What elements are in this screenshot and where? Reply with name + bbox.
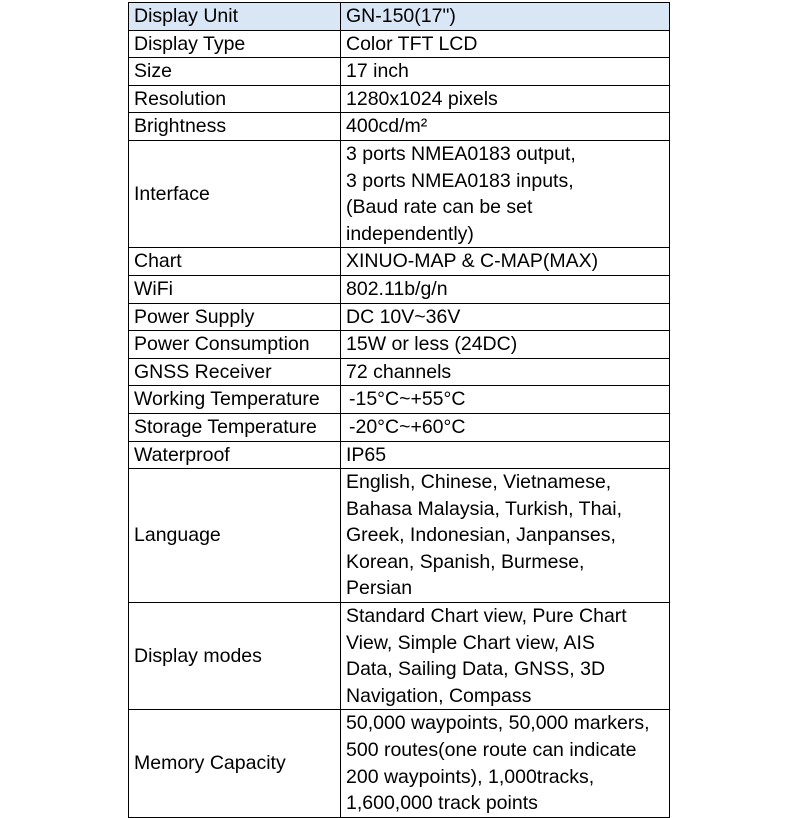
row-value: 72 channels bbox=[341, 358, 670, 386]
row-value bbox=[341, 603, 670, 710]
value-line: 200 waypoints), 1,000tracks, bbox=[346, 765, 595, 788]
row-value: -20°C~+60°C bbox=[341, 413, 670, 441]
row-label: Chart bbox=[129, 248, 341, 276]
row-value: IP65 bbox=[341, 441, 670, 469]
table-header-row bbox=[129, 3, 670, 31]
spec-table bbox=[128, 2, 670, 818]
table-row bbox=[129, 358, 670, 386]
table-row bbox=[129, 710, 670, 817]
row-value: 400cd/m² bbox=[341, 113, 670, 141]
row-value: 17 inch bbox=[341, 58, 670, 86]
table-row bbox=[129, 603, 670, 710]
table-row bbox=[129, 469, 670, 603]
row-label: WiFi bbox=[129, 275, 341, 303]
table-row bbox=[129, 303, 670, 331]
table-row bbox=[129, 140, 670, 247]
value-line: independently) bbox=[346, 222, 474, 245]
row-value bbox=[341, 469, 670, 603]
value-line: English, Chinese, Vietnamese, bbox=[346, 471, 612, 494]
value-line: Standard Chart view, Pure Chart bbox=[346, 605, 627, 628]
row-label: Display Type bbox=[129, 30, 341, 58]
row-label: Memory Capacity bbox=[129, 710, 341, 817]
row-value: -15°C~+55°C bbox=[341, 386, 670, 414]
row-value: 15W or less (24DC) bbox=[341, 331, 670, 359]
table-row bbox=[129, 386, 670, 414]
table-row bbox=[129, 85, 670, 113]
row-label: Display modes bbox=[129, 603, 341, 710]
row-value: XINUO-MAP & C-MAP(MAX) bbox=[341, 248, 670, 276]
value-line: 1,600,000 track points bbox=[346, 792, 538, 815]
table-row bbox=[129, 248, 670, 276]
value-line: 3 ports NMEA0183 output, bbox=[346, 142, 576, 165]
table-row bbox=[129, 113, 670, 141]
table-row bbox=[129, 413, 670, 441]
row-label: Brightness bbox=[129, 113, 341, 141]
value-line: Navigation, Compass bbox=[346, 684, 532, 707]
row-value: 1280x1024 pixels bbox=[341, 85, 670, 113]
row-label: Resolution bbox=[129, 85, 341, 113]
value-line: Data, Sailing Data, GNSS, 3D bbox=[346, 658, 606, 681]
row-label: Size bbox=[129, 58, 341, 86]
value-line: Bahasa Malaysia, Turkish, Thai, bbox=[346, 497, 623, 520]
value-line: 3 ports NMEA0183 inputs, bbox=[346, 169, 574, 192]
row-label: Power Consumption bbox=[129, 331, 341, 359]
table-row bbox=[129, 58, 670, 86]
row-label: Working Temperature bbox=[129, 386, 341, 414]
row-label: Language bbox=[129, 469, 341, 603]
header-label: Display Unit bbox=[129, 3, 341, 31]
row-label: Storage Temperature bbox=[129, 413, 341, 441]
row-value bbox=[341, 710, 670, 817]
row-value: 802.11b/g/n bbox=[341, 275, 670, 303]
value-line: 50,000 waypoints, 50,000 markers, bbox=[346, 712, 650, 735]
value-line: Greek, Indonesian, Janpanses, bbox=[346, 524, 616, 547]
value-line: Persian bbox=[346, 577, 413, 600]
value-line: Korean, Spanish, Burmese, bbox=[346, 550, 585, 573]
row-value bbox=[341, 140, 670, 247]
value-line: 500 routes(one route can indicate bbox=[346, 739, 637, 762]
table-row bbox=[129, 441, 670, 469]
row-value: Color TFT LCD bbox=[341, 30, 670, 58]
table-row bbox=[129, 30, 670, 58]
row-label: Waterproof bbox=[129, 441, 341, 469]
row-label: Interface bbox=[129, 140, 341, 247]
header-value: GN-150(17") bbox=[341, 3, 670, 31]
value-line: View, Simple Chart view, AIS bbox=[346, 631, 595, 654]
table-row bbox=[129, 275, 670, 303]
row-label: Power Supply bbox=[129, 303, 341, 331]
row-value: DC 10V~36V bbox=[341, 303, 670, 331]
value-line: (Baud rate can be set bbox=[346, 196, 533, 219]
table-row bbox=[129, 331, 670, 359]
row-label: GNSS Receiver bbox=[129, 358, 341, 386]
